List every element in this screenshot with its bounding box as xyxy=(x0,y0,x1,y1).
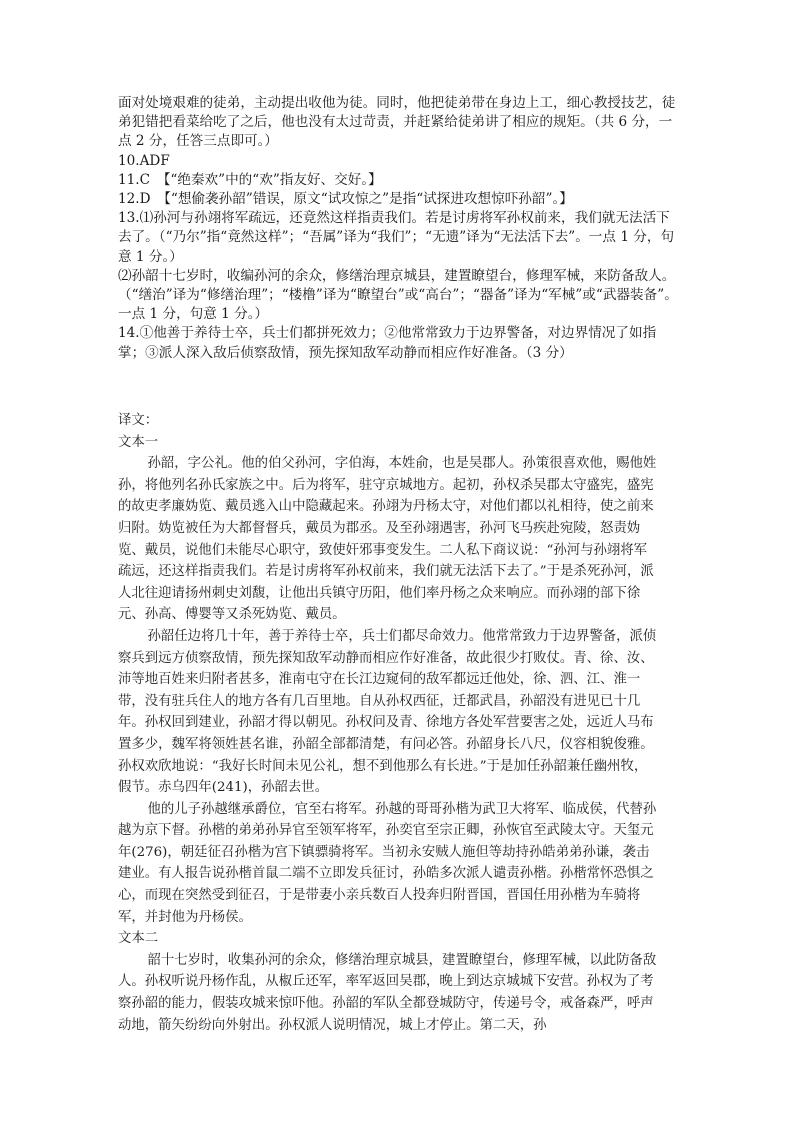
text2-title: 文本二 xyxy=(118,931,159,947)
translation-label: 译文： xyxy=(118,413,159,428)
text1-paragraph: 孙韶，字公礼。他的伯父孙河，字伯海，本姓俞，也是吴郡人。孙策很喜欢他，赐他姓孙，将他列名孙氏家族之中。后为将军，驻守京城地方。起初，孙权杀吴郡太守盛宪，盛宪的故吏孝廉妫览、戴员逃入山中隐藏起来。孙翊为丹杨太守，对他们都以礼相待，使之前来归附。妫览被任为大都督督兵，戴员为郡丞。及至孙翊遇害，孙河飞马疾赴宛陵，怒责妫览、戴员，说他们未能尽心职守，致使奸邪事变发生。二人私下商议说：“孙河与孙翊将军疏远，还这样指责我们。若是讨虏将军孙权前来，我们就无法活下去了。”于是杀死孙河，派人北往迎请扬州刺史刘馥，让他出兵镇守历阳，他们率丹杨之众来响应。而孙翊的部下徐元、孙高、傅婴等又杀死妫览、戴员。 xyxy=(118,456,657,623)
answer-item: 12.D 【“想偷袭孙韶”错误，原文“试攻惊之”是指“试探进攻想惊吓孙韶”。】 xyxy=(118,191,573,208)
answer-item: 11.C 【“绝秦欢”中的“欢”指友好、交好。】 xyxy=(118,171,382,188)
translation-section xyxy=(118,410,658,1036)
text1-paragraph: 孙韶任边将几十年，善于养待士卒，兵士们都尽命效力。他常常致力于边界警备，派侦察兵到远方侦察敌情，预先探知敌军动静而相应作好准备，故此很少打败仗。青、徐、汝、沛等地百姓来归附者甚多，淮南屯守在长江边窥伺的敌军都远迁他处，徐、泗、江、淮一带，没有驻兵住人的地方各有几百里地。自从孙权西征，迁都武昌，孙韶没有进见已十几年。孙权回到建业，孙韶才得以朝见。孙权问及青、徐地方各处军营要害之处，远近人马布置多少，魏军将领姓甚名谁，孙韶全部都清楚，有问必答。孙韶身长八尺，仪容相貌俊雅。孙权欢欣地说：“我好长时间未见公礼，想不到他那么有长进。”于是加任孙韶兼任幽州牧，假节。赤乌四年(241)，孙韶去世。 xyxy=(118,628,657,796)
answer-key-section xyxy=(118,94,678,363)
answer-item: 10.ADF xyxy=(118,152,170,169)
answer-item: 14.①他善于养待士卒，兵士们都拼死效力；②他常常致力于边界警备，对边界情况了如指掌；③派人深入敌后侦察敌情，预先探知敌军动静而相应作好准备。（3 分） xyxy=(118,325,657,361)
text1-paragraph: 他的儿子孙越继承爵位，官至右将军。孙越的哥哥孙楷为武卫大将军、临成侯，代替孙越为京下督。孙楷的弟弟孙异官至领军将军，孙奕官至宗正卿，孙恢官至武陵太守。天玺元年(276)，朝廷征召孙楷为宫下镇骠骑将军。当初永安贼人施但等劫持孙皓弟弟孙谦，袭击建业。有人报告说孙楷首鼠二端不立即发兵征讨，孙皓多次派人谴责孙楷。孙楷常怀恐惧之心，而现在突然受到征召，于是带妻小亲兵数百人投奔归附晋国，晋国任用孙楷为车骑将军，并封他为丹杨侯。 xyxy=(118,801,657,925)
answer-item: 面对处境艰难的徒弟，主动提出收他为徒。同时，他把徒弟带在身边上工，细心教授技艺，徒弟犯错把看菜给吃了之后，他也没有太过苛责，并赶紧给徒弟讲了相应的规矩。（共 6 分，一点 2 分，任答三点即可。） xyxy=(118,95,676,150)
answer-item: 13.⑴孙河与孙翊将军疏远，还竟然这样指责我们。若是讨虏将军孙权前来，我们就无法活下去了。（“乃尔”指“竟然这样”；“吾属”译为“我们”；“无遗”译为“无法活下去”。一点 1 分，句意 1 分。） xyxy=(118,210,675,265)
answer-item: ⑵孙韶十七岁时，收编孙河的余众，修缮治理京城县，建置瞭望台，修理军械，来防备敌人。（“缮治”译为“修缮治理”；“楼橹”译为“瞭望台”或“高台”；“器备”译为“军械”或“武器装备”。一点 1 分，句意 1 分。） xyxy=(118,267,678,323)
text2-paragraph: 韶十七岁时，收集孙河的余众，修缮治理京城县，建置瞭望台，修理军械，以此防备敌人。孙权听说丹杨作乱，从椒丘还军，率军返回吴郡，晚上到达京城城下安营。孙权为了考察孙韶的能力，假装攻城来惊吓他。孙韶的军队全都登城防守，传递号令，戒备森严，呼声动地，箭矢纷纷向外射出。孙权派人说明情况，城上才停止。第二天，孙 xyxy=(118,952,657,1033)
text1-title: 文本一 xyxy=(118,434,159,450)
